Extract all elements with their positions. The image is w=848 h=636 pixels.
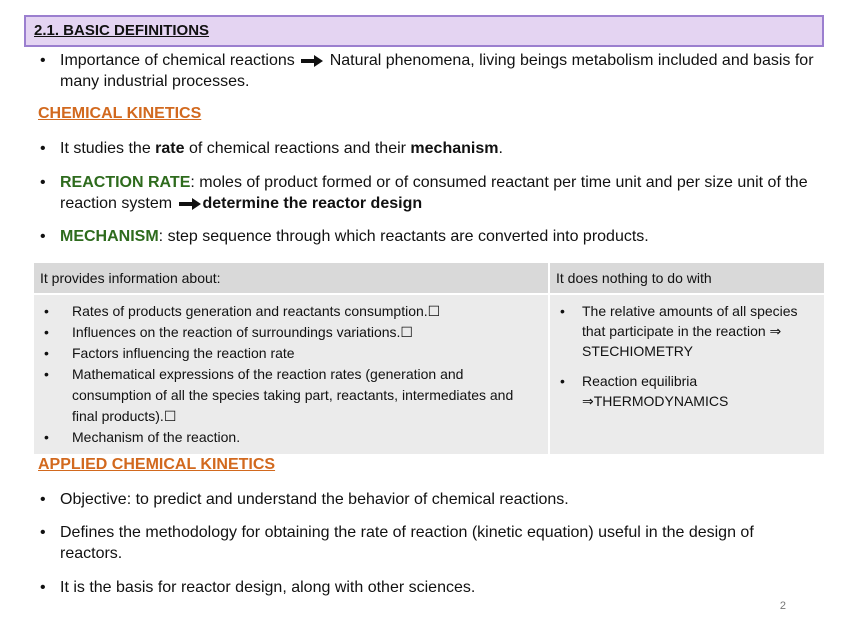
mechanism-bullet — [38, 226, 818, 247]
section-title-box — [24, 15, 824, 47]
studies-rate-word: rate — [155, 140, 185, 157]
list-item: • Factors influencing the reaction rate — [40, 343, 542, 364]
intro-lead: Importance of chemical reactions — [60, 52, 295, 69]
applied-bullet-methodology — [38, 522, 818, 564]
mechanism-text: : step sequence through which reactants are converted into products. — [158, 228, 649, 245]
list-item: • Rates of products generation and reactants consumption.☐ — [40, 301, 542, 322]
reaction-rate-bullet — [38, 172, 818, 214]
studies-text-pre: It studies the — [60, 140, 156, 157]
list-item: • Defines the methodology for obtaining the rate of reaction (kinetic equation) useful in the design of reactors. — [38, 522, 818, 564]
list-item: • Mathematical expressions of the reaction rates (generation and consumption of all the species taking part, reactants, intermediates and final products).☐ — [40, 364, 542, 427]
applied-bullet-basis — [38, 577, 818, 598]
right-column-header: It does nothing to do with — [549, 263, 825, 294]
right-column-cell — [549, 294, 825, 454]
information-table — [34, 263, 826, 454]
chemical-kinetics-heading: CHEMICAL KINETICS — [38, 105, 202, 122]
list-item: • The relative amounts of all species that participate in the reaction ⇒ STECHIOMETRY — [556, 301, 818, 361]
reactor-design-conclusion: determine the reactor design — [202, 195, 423, 212]
studies-text-mid: of chemical reactions and their — [184, 140, 411, 157]
right-arrow-icon — [179, 198, 201, 210]
section-title: 2.1. BASIC DEFINITIONS — [34, 22, 210, 39]
reaction-rate-label: REACTION RATE — [60, 174, 191, 191]
list-item: • Mechanism of the reaction. — [40, 427, 542, 448]
mechanism-label: MECHANISM — [60, 228, 159, 245]
page-number: 2 — [779, 600, 786, 612]
list-item: • Objective: to predict and understand the behavior of chemical reactions. — [38, 489, 818, 510]
reaction-rate-text: : moles of product formed or of consumed reactant per time unit and per size unit of the reaction system — [60, 174, 808, 212]
right-arrow-icon — [301, 55, 323, 67]
studies-mechanism-word: mechanism — [410, 140, 499, 157]
studies-text-end: . — [498, 140, 503, 157]
applied-kinetics-heading: APPLIED CHEMICAL KINETICS — [38, 456, 276, 473]
list-item: • It is the basis for reactor design, along with other sciences. — [38, 577, 818, 598]
applied-bullet-objective — [38, 489, 818, 510]
list-item: • Reaction equilibria ⇒THERMODYNAMICS — [556, 371, 818, 411]
list-item: • Influences on the reaction of surroundings variations.☐ — [40, 322, 542, 343]
left-column-header: It provides information about: — [34, 263, 549, 294]
intro-tail: Natural phenomena, living beings metabolism included and basis for many industrial processes. — [60, 52, 814, 90]
kinetics-studies-bullet — [38, 138, 818, 159]
intro-bullet — [38, 50, 818, 92]
left-column-cell — [34, 294, 549, 454]
